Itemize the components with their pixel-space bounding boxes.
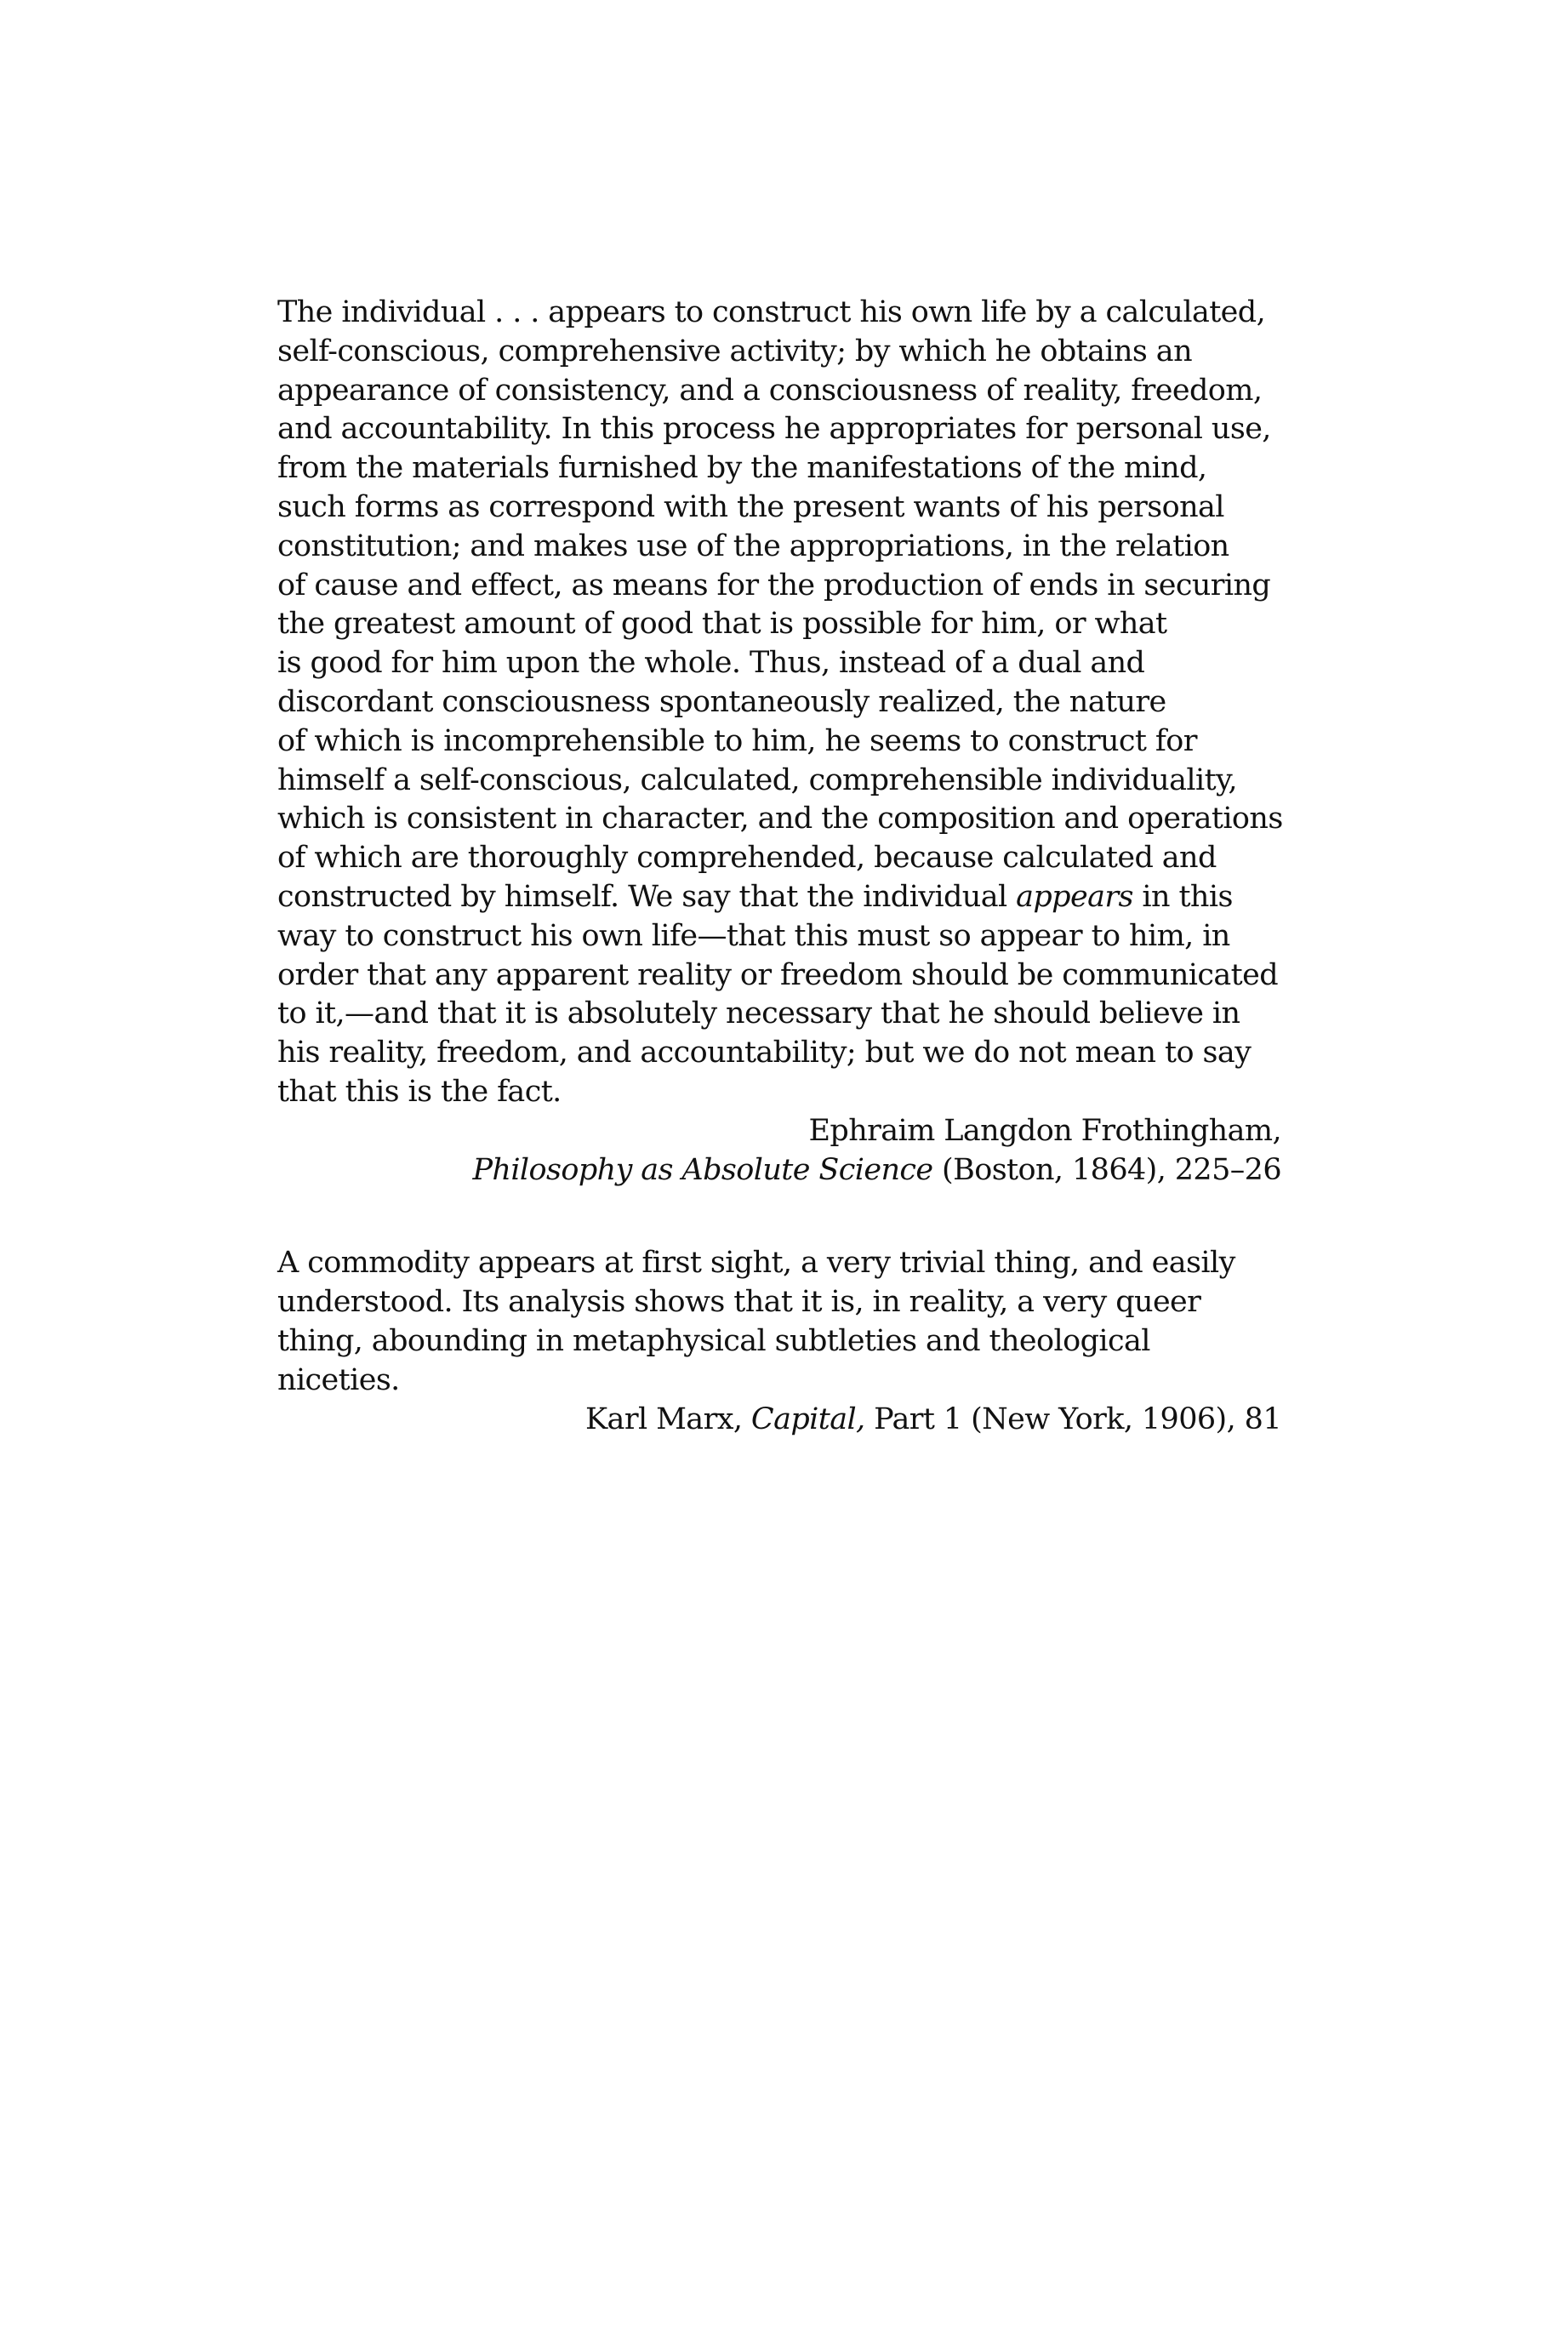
attribution-source bbox=[277, 1401, 1281, 1440]
quote-line: A commodity appears at first sight, a very trivial thing, and easily bbox=[277, 1246, 1235, 1281]
quote-line: himself a self-conscious, calculated, comprehensible individuality, bbox=[277, 762, 1238, 797]
page-content bbox=[277, 294, 1281, 1439]
epigraph-marx bbox=[277, 1244, 1281, 1439]
source-title: Capital, bbox=[750, 1401, 865, 1436]
quote-line: that this is the fact. bbox=[277, 1074, 562, 1109]
quote-line: The individual . . . appears to construct his own life by a calculated, bbox=[277, 295, 1266, 329]
quote-line: thing, abounding in metaphysical subtleties and theological bbox=[277, 1323, 1150, 1358]
quote-line: niceties. bbox=[277, 1362, 400, 1397]
quote-line: of cause and effect, as means for the production of ends in securing bbox=[277, 568, 1271, 602]
quote-line: is good for him upon the whole. Thus, instead of a dual and bbox=[277, 646, 1145, 681]
quote-line bbox=[277, 878, 1281, 917]
quote-line: self-conscious, comprehensive activity; by which he obtains an bbox=[277, 334, 1193, 368]
emphasized-word: appears bbox=[1016, 879, 1133, 914]
quote-line: his reality, freedom, and accountability; but we do not mean to say bbox=[277, 1036, 1252, 1070]
source-author: Karl Marx, bbox=[585, 1401, 751, 1436]
quote-line: understood. Its analysis shows that it is, in reality, a very queer bbox=[277, 1285, 1201, 1320]
quote-line: the greatest amount of good that is possible for him, or what bbox=[277, 607, 1167, 642]
quote-line: of which is incomprehensible to him, he seems to construct for bbox=[277, 723, 1197, 758]
quote-line: from the materials furnished by the manifestations of the mind, bbox=[277, 451, 1207, 486]
quote-text: in this bbox=[1132, 879, 1233, 914]
quote-line: to it,—and that it is absolutely necessary that he should believe in bbox=[277, 996, 1240, 1031]
quote-line: order that any apparent reality or freedom should be communicated bbox=[277, 957, 1279, 992]
quote-line: and accountability. In this process he appropriates for personal use, bbox=[277, 412, 1271, 447]
attribution-source bbox=[277, 1151, 1281, 1190]
epigraph-frothingham bbox=[277, 294, 1281, 1190]
quote-line: discordant consciousness spontaneously realized, the nature bbox=[277, 684, 1166, 719]
quote-line: appearance of consistency, and a consciousness of reality, freedom, bbox=[277, 373, 1263, 408]
source-details: Part 1 (New York, 1906), 81 bbox=[864, 1401, 1281, 1436]
quote-line: constitution; and makes use of the appropriations, in the relation bbox=[277, 528, 1229, 563]
attribution-author: Ephraim Langdon Frothingham, bbox=[808, 1113, 1281, 1148]
source-title: Philosophy as Absolute Science bbox=[472, 1152, 933, 1187]
quote-text: constructed by himself. We say that the individual bbox=[277, 879, 1017, 914]
quote-line: way to construct his own life—that this must so appear to him, in bbox=[277, 918, 1230, 953]
source-details: (Boston, 1864), 225–26 bbox=[932, 1152, 1281, 1187]
quote-line: such forms as correspond with the present wants of his personal bbox=[277, 489, 1224, 524]
quote-line: of which are thoroughly comprehended, because calculated and bbox=[277, 841, 1217, 876]
quote-line: which is consistent in character, and the composition and operations bbox=[277, 802, 1283, 836]
